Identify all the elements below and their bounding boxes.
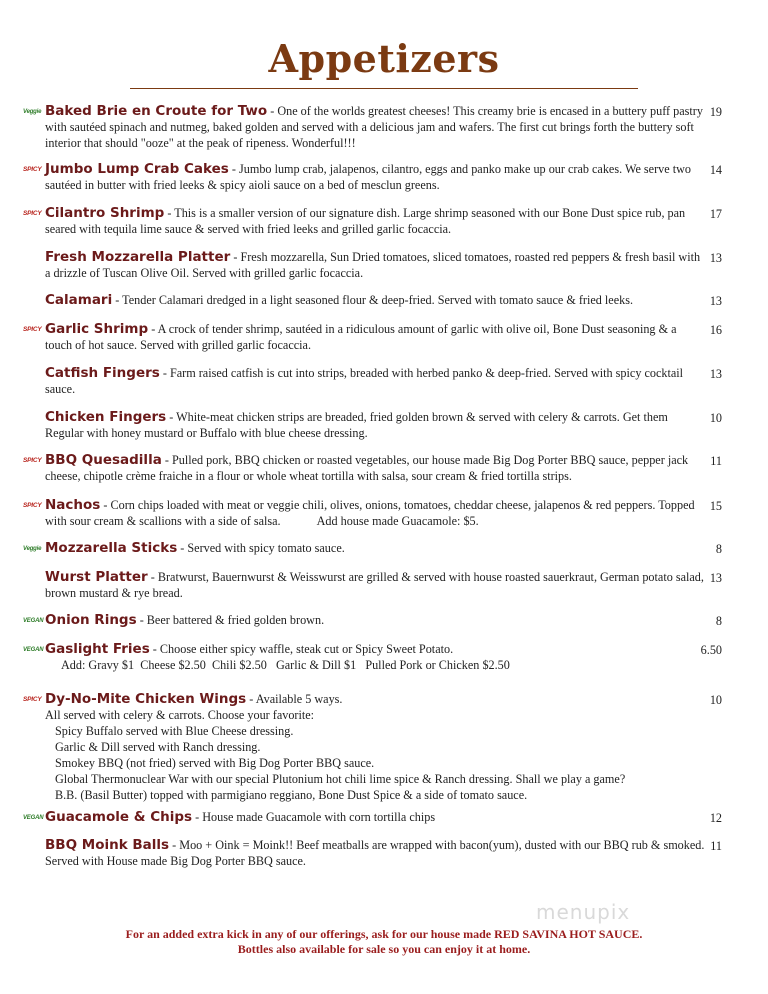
vegan-icon: VEGAN	[23, 647, 44, 653]
spicy-icon: SPICY	[23, 502, 42, 509]
item-description: - Fresh mozzarella, Sun Dried tomatoes, sliced tomatoes, roasted red peppers & fresh basil with a drizzle of Tuscan Olive Oil. Served with grilled garlic focaccia.	[45, 250, 701, 280]
item-name: Baked Brie en Croute for Two	[45, 103, 268, 119]
menu-item-chicken-fingers	[45, 409, 722, 441]
menu-item-catfish-fingers	[45, 365, 722, 397]
footer-note	[0, 927, 768, 957]
menu-item-chicken-wings	[23, 691, 722, 803]
item-name: Catfish Fingers	[45, 365, 160, 381]
item-description: - Beer battered & fried golden brown.	[136, 613, 325, 627]
vegan-icon: VEGAN	[23, 618, 44, 624]
item-description: - A crock of tender shrimp, sautéed in a ridiculous amount of garlic with olive oil, Bone Dust seasoning & a touch of hot sauce. Served with grilled garlic focaccia.	[45, 322, 677, 352]
item-description: - Corn chips loaded with meat or veggie chili, olives, onions, tomatoes, cheddar cheese, jalapenos & red peppers. Topped with sour cream & scallions with a side of salsa.	[45, 498, 695, 528]
item-name: Cilantro Shrimp	[45, 205, 165, 221]
menu-item-onion-rings	[23, 612, 722, 628]
spicy-icon: SPICY	[23, 457, 42, 464]
item-name: Gaslight Fries	[45, 641, 150, 657]
menu-item-garlic-shrimp	[23, 321, 722, 353]
item-description: - Choose either spicy waffle, steak cut or Spicy Sweet Potato.	[149, 642, 454, 656]
item-description: - Farm raised catfish is cut into strips, breaded with herbed panko & deep-fried. Served with spicy cocktail sauce.	[45, 366, 684, 396]
menu-item-bbq-quesadilla	[23, 452, 722, 484]
menu-item-gaslight-fries	[23, 641, 722, 673]
footer-line: For an added extra kick in any of our offerings, ask for our house made RED SAVINA HOT SAUCE.	[125, 927, 643, 941]
wing-option: Spicy Buffalo served with Blue Cheese dressing.	[55, 724, 294, 738]
item-price: 8	[715, 614, 722, 628]
menu-item-calamari	[45, 292, 722, 308]
item-price: 17	[709, 207, 722, 221]
wing-option: Garlic & Dill served with Ranch dressing.	[55, 740, 261, 754]
item-price: 14	[709, 163, 722, 177]
page-title: Appetizers	[268, 36, 500, 81]
item-name: Fresh Mozzarella Platter	[45, 249, 231, 265]
item-name: Calamari	[45, 292, 113, 308]
item-description: - House made Guacamole with corn tortilla chips	[192, 810, 436, 824]
item-name: Chicken Fingers	[45, 409, 167, 425]
item-description: - This is a smaller version of our signature dish. Large shrimp seasoned with our Bone Dust spice rub, pan seared with tequila lime sauce & served with fried leeks and grilled garlic focaccia.	[45, 206, 686, 236]
item-description: - Tender Calamari dredged in a light seasoned flour & deep-fried. Served with tomato sauce & fried leeks.	[112, 293, 633, 307]
item-description: - Pulled pork, BBQ chicken or roasted vegetables, our house made Big Dog Porter BBQ sauce, pepper jack cheese, chipotle crème fraiche in a flour or whole wheat tortilla with salsa, sour cream & fried tortilla strips.	[45, 453, 689, 483]
item-name: Nachos	[45, 497, 101, 513]
item-price: 10	[709, 411, 722, 425]
watermark-logo: menupix	[536, 900, 631, 924]
item-price: 19	[709, 105, 722, 119]
item-price: 15	[709, 499, 722, 513]
menu-item-cilantro-shrimp	[23, 205, 722, 237]
wing-option: B.B. (Basil Butter) topped with parmigiano reggiano, Bone Dust Spice & a side of tomato sauce.	[55, 788, 528, 802]
item-description: - Served with spicy tomato sauce.	[177, 541, 345, 555]
item-price: 16	[709, 323, 722, 337]
item-addons: Add: Gravy $1 Cheese $2.50 Chili $2.50 Garlic & Dill $1 Pulled Pork or Chicken $2.50	[61, 658, 510, 672]
item-description: - Available 5 ways.	[246, 692, 343, 706]
spicy-icon: SPICY	[23, 210, 42, 217]
menu-item-wurst-platter	[45, 569, 722, 601]
item-name: Garlic Shrimp	[45, 321, 149, 337]
item-description: - Bratwurst, Bauernwurst & Weisswurst are grilled & served with house roasted sauerkraut, German potato salad, brown mustard & rye bread.	[45, 570, 704, 600]
item-price: 6.50	[700, 643, 722, 657]
item-description: - Jumbo lump crab, jalapenos, cilantro, eggs and panko make up our crab cakes. We serve two sautéed in butter with fried leeks & spicy aioli sauce on a bed of mesclun greens.	[45, 162, 691, 192]
item-name: BBQ Quesadilla	[45, 452, 162, 468]
item-name: Wurst Platter	[45, 569, 148, 585]
item-price: 11	[710, 454, 722, 468]
footer-line: Bottles also available for sale so you can enjoy it at home.	[237, 942, 531, 956]
menu-item-nachos	[23, 497, 722, 529]
spicy-icon: SPICY	[23, 696, 42, 703]
menu-item-bbq-moink-balls	[45, 837, 722, 869]
veggie-icon: Veggie	[23, 546, 42, 552]
item-price: 8	[715, 542, 722, 556]
item-description: - Moo + Oink = Moink!! Beef meatballs are wrapped with bacon(yum), dusted with our BBQ rub & smoked. Served with House made Big Dog Porter BBQ sauce.	[45, 838, 705, 868]
wing-option: Smokey BBQ (not fried) served with Big Dog Porter BBQ sauce.	[55, 756, 375, 770]
menu-item-fresh-mozzarella-platter	[45, 249, 722, 281]
item-description-line: All served with celery & carrots. Choose your favorite:	[45, 708, 315, 722]
title-divider	[130, 88, 638, 89]
item-price: 11	[710, 839, 722, 853]
spicy-icon: SPICY	[23, 326, 42, 333]
item-name: Onion Rings	[45, 612, 137, 628]
menu-item-mozzarella-sticks	[23, 540, 722, 556]
item-price: 13	[709, 367, 722, 381]
item-description: - One of the worlds greatest cheeses! This creamy brie is encased in a buttery puff pastry with sautéed spinach and nutmeg, baked golden and served with a delicious jam and wafers. The first cut brings forth the buttery soft interior that should "ooze" at the peak of ripeness. Wonderful!!!	[45, 104, 703, 150]
menu-item-baked-brie	[23, 103, 722, 151]
item-name: Dy-No-Mite Chicken Wings	[45, 691, 247, 707]
item-price: 13	[709, 294, 722, 308]
vegan-icon: VEGAN	[23, 815, 44, 821]
item-addon: Add house made Guacamole: $5.	[316, 514, 479, 528]
spicy-icon: SPICY	[23, 166, 42, 173]
wing-option: Global Thermonuclear War with our special Plutonium hot chili lime spice & Ranch dressing. Shall we play a game?	[55, 772, 626, 786]
menu-item-guacamole-chips	[23, 809, 722, 825]
item-description: - White-meat chicken strips are breaded, fried golden brown & served with celery & carrots. Get them Regular with honey mustard or Buffalo with blue cheese dressing.	[45, 410, 668, 440]
item-price: 10	[709, 693, 722, 707]
item-name: Mozzarella Sticks	[45, 540, 178, 556]
item-price: 13	[709, 571, 722, 585]
item-name: Guacamole & Chips	[45, 809, 193, 825]
veggie-icon: Veggie	[23, 109, 42, 115]
item-price: 13	[709, 251, 722, 265]
menu-item-crab-cakes	[23, 161, 722, 193]
item-name: Jumbo Lump Crab Cakes	[45, 161, 229, 177]
item-price: 12	[709, 811, 722, 825]
item-name: BBQ Moink Balls	[45, 837, 170, 853]
